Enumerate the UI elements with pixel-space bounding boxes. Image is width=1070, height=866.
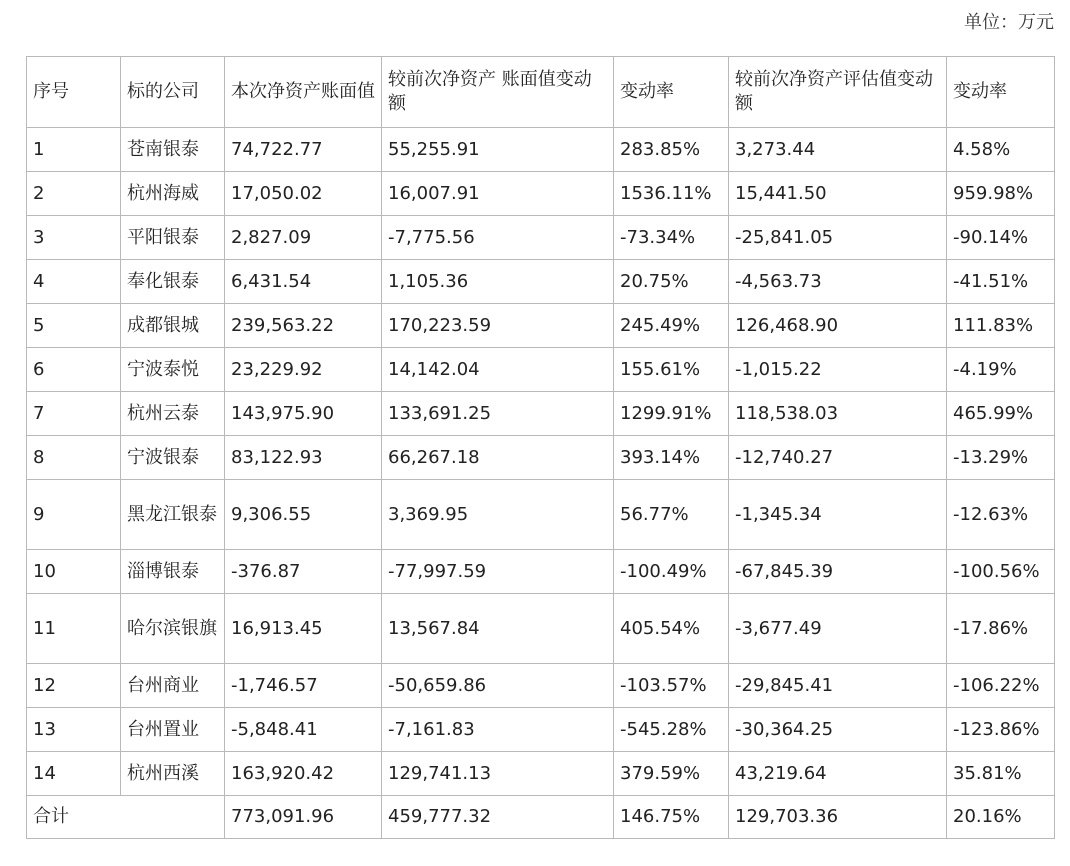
table-cell: 56.77% <box>614 480 729 550</box>
table-cell: 405.54% <box>614 594 729 664</box>
table-cell: 3 <box>27 216 121 260</box>
table-cell: 959.98% <box>947 172 1055 216</box>
table-cell: 55,255.91 <box>382 128 614 172</box>
table-cell: 淄博银泰 <box>121 550 225 594</box>
total-cell: 129,703.36 <box>729 796 947 839</box>
table-row <box>27 128 1055 172</box>
table-cell: 杭州海威 <box>121 172 225 216</box>
table-cell: 35.81% <box>947 752 1055 796</box>
table-cell: 129,741.13 <box>382 752 614 796</box>
table-cell: -30,364.25 <box>729 708 947 752</box>
table-cell: 平阳银泰 <box>121 216 225 260</box>
table-cell: 465.99% <box>947 392 1055 436</box>
table-cell: 133,691.25 <box>382 392 614 436</box>
table-cell: 杭州西溪 <box>121 752 225 796</box>
table-cell: 1536.11% <box>614 172 729 216</box>
table-cell: -25,841.05 <box>729 216 947 260</box>
table-cell: -5,848.41 <box>225 708 382 752</box>
header-row <box>27 57 1055 128</box>
unit-label: 单位：万元 <box>964 12 1054 33</box>
table-cell: 1 <box>27 128 121 172</box>
table-cell: -4.19% <box>947 348 1055 392</box>
table-cell: 宁波银泰 <box>121 436 225 480</box>
table-cell: 23,229.92 <box>225 348 382 392</box>
table-cell: 15,441.50 <box>729 172 947 216</box>
total-label: 合计 <box>27 796 225 839</box>
table-cell: 4 <box>27 260 121 304</box>
total-cell: 459,777.32 <box>382 796 614 839</box>
table-cell: 393.14% <box>614 436 729 480</box>
header-cell: 较前次净资产评估值变动额 <box>729 57 947 128</box>
table-cell: 163,920.42 <box>225 752 382 796</box>
header-cell: 标的公司 <box>121 57 225 128</box>
table-cell: 13 <box>27 708 121 752</box>
header-cell: 较前次净资产 账面值变动额 <box>382 57 614 128</box>
table-cell: 126,468.90 <box>729 304 947 348</box>
table-cell: 9 <box>27 480 121 550</box>
table-cell: -1,746.57 <box>225 664 382 708</box>
table-cell: -123.86% <box>947 708 1055 752</box>
table-cell: -73.34% <box>614 216 729 260</box>
table-cell: 14,142.04 <box>382 348 614 392</box>
total-cell: 146.75% <box>614 796 729 839</box>
table-cell: 111.83% <box>947 304 1055 348</box>
table-cell: 20.75% <box>614 260 729 304</box>
table-row <box>27 392 1055 436</box>
table-cell: 宁波泰悦 <box>121 348 225 392</box>
table-cell: 台州置业 <box>121 708 225 752</box>
table-row <box>27 304 1055 348</box>
table-cell: -4,563.73 <box>729 260 947 304</box>
table-cell: 118,538.03 <box>729 392 947 436</box>
table-cell: 14 <box>27 752 121 796</box>
table-cell: -17.86% <box>947 594 1055 664</box>
table-cell: 12 <box>27 664 121 708</box>
table-cell: 3,273.44 <box>729 128 947 172</box>
table-cell: 17,050.02 <box>225 172 382 216</box>
table-cell: -77,997.59 <box>382 550 614 594</box>
table-cell: 13,567.84 <box>382 594 614 664</box>
table-row <box>27 752 1055 796</box>
table-cell: 239,563.22 <box>225 304 382 348</box>
valuation-change-table <box>26 56 1055 839</box>
table-cell: 43,219.64 <box>729 752 947 796</box>
total-row <box>27 796 1055 839</box>
table-row <box>27 664 1055 708</box>
table-row <box>27 216 1055 260</box>
table-cell: -67,845.39 <box>729 550 947 594</box>
table-cell: 16,913.45 <box>225 594 382 664</box>
table-cell: 8 <box>27 436 121 480</box>
table-row <box>27 594 1055 664</box>
table-cell: 9,306.55 <box>225 480 382 550</box>
table-cell: -7,161.83 <box>382 708 614 752</box>
table-cell: 苍南银泰 <box>121 128 225 172</box>
table-cell: 379.59% <box>614 752 729 796</box>
table-row <box>27 480 1055 550</box>
table-cell: -7,775.56 <box>382 216 614 260</box>
table-cell: -50,659.86 <box>382 664 614 708</box>
table-cell: 1,105.36 <box>382 260 614 304</box>
table-cell: -12.63% <box>947 480 1055 550</box>
table-cell: 10 <box>27 550 121 594</box>
table-cell: -29,845.41 <box>729 664 947 708</box>
table-cell: 74,722.77 <box>225 128 382 172</box>
table-cell: -3,677.49 <box>729 594 947 664</box>
table-cell: 6,431.54 <box>225 260 382 304</box>
table-cell: -106.22% <box>947 664 1055 708</box>
table-cell: -13.29% <box>947 436 1055 480</box>
table-cell: 245.49% <box>614 304 729 348</box>
table-cell: -1,345.34 <box>729 480 947 550</box>
table-cell: 台州商业 <box>121 664 225 708</box>
table-row <box>27 436 1055 480</box>
table-cell: -12,740.27 <box>729 436 947 480</box>
total-cell: 20.16% <box>947 796 1055 839</box>
table-cell: 2 <box>27 172 121 216</box>
table-row <box>27 260 1055 304</box>
table-cell: 6 <box>27 348 121 392</box>
table-cell: -1,015.22 <box>729 348 947 392</box>
table-cell: 3,369.95 <box>382 480 614 550</box>
table-cell: -545.28% <box>614 708 729 752</box>
header-cell: 序号 <box>27 57 121 128</box>
table-cell: -90.14% <box>947 216 1055 260</box>
table-cell: 170,223.59 <box>382 304 614 348</box>
table-cell: 7 <box>27 392 121 436</box>
table-cell: 1299.91% <box>614 392 729 436</box>
table-cell: -100.56% <box>947 550 1055 594</box>
table-cell: 83,122.93 <box>225 436 382 480</box>
table-row <box>27 708 1055 752</box>
table-cell: 2,827.09 <box>225 216 382 260</box>
table-cell: -103.57% <box>614 664 729 708</box>
header-cell: 本次净资产账面值 <box>225 57 382 128</box>
table-cell: 4.58% <box>947 128 1055 172</box>
header-cell: 变动率 <box>614 57 729 128</box>
table-cell: 11 <box>27 594 121 664</box>
table-cell: 283.85% <box>614 128 729 172</box>
table-row <box>27 172 1055 216</box>
table-cell: 66,267.18 <box>382 436 614 480</box>
table-cell: 155.61% <box>614 348 729 392</box>
header-cell: 变动率 <box>947 57 1055 128</box>
table-row <box>27 348 1055 392</box>
table-row <box>27 550 1055 594</box>
table-cell: 奉化银泰 <box>121 260 225 304</box>
table-cell: -100.49% <box>614 550 729 594</box>
table-cell: 成都银城 <box>121 304 225 348</box>
table-cell: 黑龙江银泰 <box>121 480 225 550</box>
table-cell: 哈尔滨银旗 <box>121 594 225 664</box>
table-cell: 143,975.90 <box>225 392 382 436</box>
table-cell: 杭州云泰 <box>121 392 225 436</box>
table-cell: -376.87 <box>225 550 382 594</box>
table-cell: 16,007.91 <box>382 172 614 216</box>
table-cell: -41.51% <box>947 260 1055 304</box>
table-cell: 5 <box>27 304 121 348</box>
total-cell: 773,091.96 <box>225 796 382 839</box>
